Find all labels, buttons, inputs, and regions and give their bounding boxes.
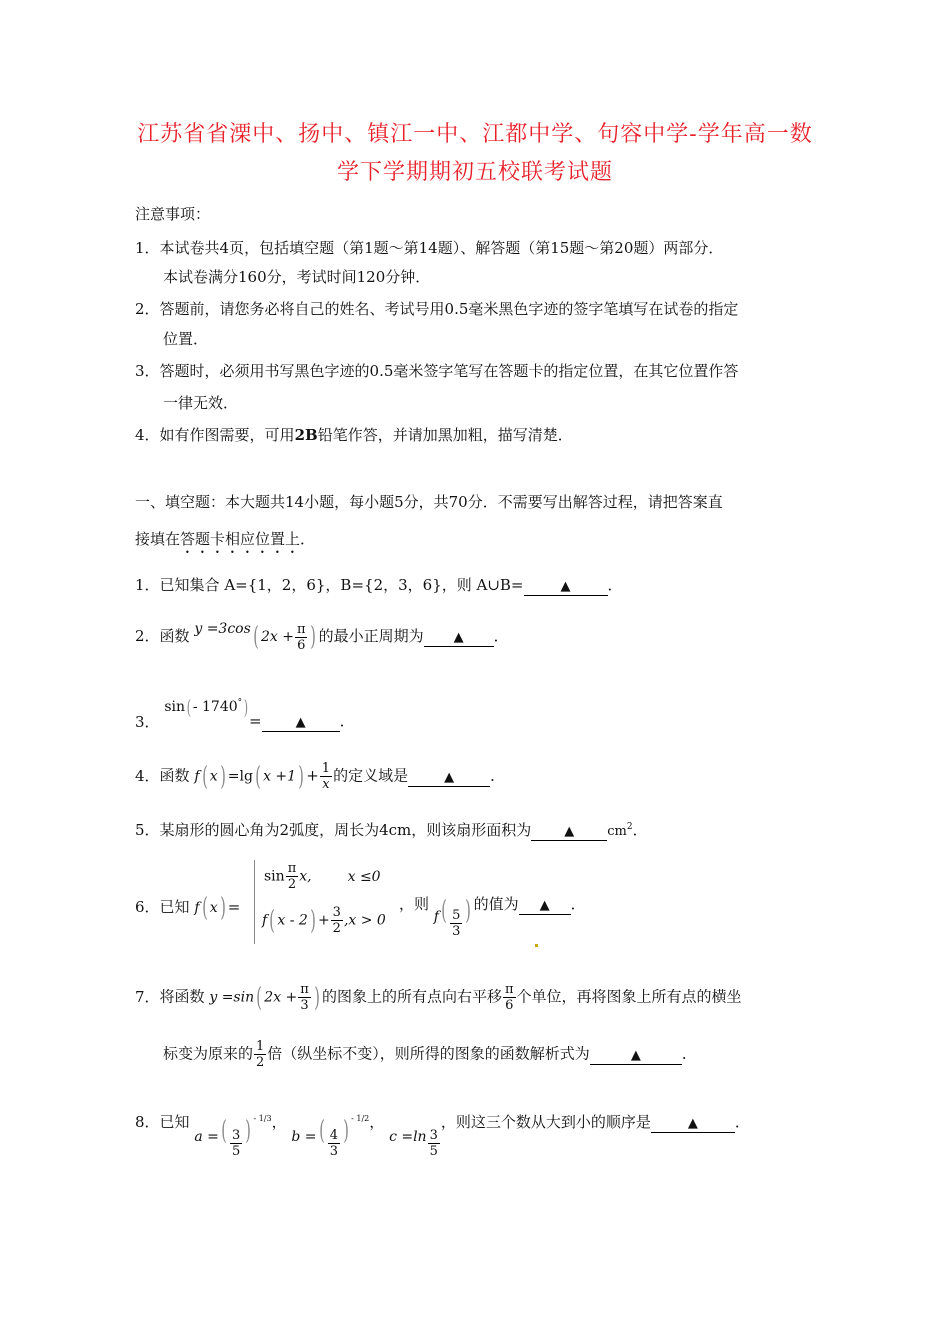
notes-heading: 注意事项： [135, 205, 211, 223]
math-expr: = [227, 898, 241, 916]
question-text: ，则 [399, 895, 430, 913]
fraction: $\frac{3}{2}$ [332, 905, 341, 936]
punct: ． [734, 1113, 750, 1131]
note-1-cont: 本试卷满分160分，考试时间120分钟． [163, 268, 431, 286]
question-number: 3． [135, 713, 160, 731]
math-expr: x - 2 [277, 912, 308, 929]
note-3-cont: 一律无效． [163, 394, 239, 412]
question-text: 将函数 [159, 987, 205, 1006]
math-expr: 2x + [260, 629, 294, 645]
question-number: 5． [135, 821, 160, 839]
question-text: 的图象上的所有点向右平移 [321, 987, 502, 1006]
note-3 [135, 362, 738, 380]
unit: cm [607, 824, 627, 839]
answer-blank[interactable]: ▲ [519, 898, 571, 915]
question-1 [135, 576, 623, 596]
left-paren: ( [253, 622, 259, 652]
superscript: 2 [626, 822, 633, 832]
question-text: 函数 [159, 627, 190, 645]
math-expr: 2x + [264, 989, 298, 1006]
question-text: 函数 [159, 766, 190, 785]
note-4 [135, 426, 573, 444]
math-expr: x [209, 768, 218, 785]
note-text: 如有作图需要，可用 [159, 426, 295, 444]
exponent: - 1/2 [351, 1114, 370, 1123]
right-paren: ) [310, 622, 317, 652]
punct: ， [369, 1113, 385, 1131]
fraction: $\frac{\pi}{6}$ [296, 621, 306, 653]
question-number: 2． [135, 627, 160, 645]
question-6 [135, 895, 240, 921]
note-number: 3． [135, 362, 160, 380]
section-heading: 一、填空题：本大题共14小题，每小题5分，共70分．不需要写出解答过程，请把答案直 [135, 493, 723, 511]
question-3-answer [249, 712, 355, 732]
right-paren: ) [243, 695, 249, 719]
question-number: 7． [135, 987, 160, 1006]
right-paren: ) [219, 761, 226, 792]
math-expr: x +1 [263, 768, 297, 785]
fraction: $\frac{4}{3}$ [329, 1128, 338, 1159]
fraction: $\frac{\pi}{6}$ [504, 982, 514, 1013]
fraction: $\frac{\pi}{3}$ [300, 982, 309, 1013]
punct: ， [271, 1113, 287, 1131]
left-paren: ( [255, 761, 261, 792]
question-2 [135, 621, 509, 652]
punct: ． [570, 895, 586, 913]
left-paren: ( [318, 1116, 325, 1146]
fraction: $\frac{5}{3}$ [452, 908, 461, 939]
note-text: 答题时，必须用书写黑色字迹的0.5毫米签字笔写在答题卡的指定位置，在其它位置作答 [159, 362, 739, 380]
fraction: $\frac{3}{5}$ [232, 1128, 241, 1159]
question-7-cont [163, 1040, 697, 1069]
math-expr: f [262, 912, 268, 929]
math-expr: f [194, 768, 200, 785]
answer-blank[interactable]: ▲ [590, 1048, 682, 1065]
degree: ° [237, 698, 243, 708]
note-1 [135, 239, 723, 257]
answer-blank[interactable]: ▲ [531, 824, 607, 841]
left-paren: ( [256, 982, 262, 1013]
math-expr: f [194, 900, 200, 916]
question-8 [135, 1113, 750, 1158]
math-expr: sin [164, 699, 186, 715]
section-text: 接填在 [135, 530, 181, 548]
question-text: 的定义域是 [333, 766, 409, 785]
answer-blank[interactable]: ▲ [408, 770, 490, 787]
right-paren: ) [310, 905, 316, 936]
answer-blank[interactable]: ▲ [524, 579, 608, 596]
question-number: 1． [135, 576, 160, 594]
piece-1 [264, 862, 381, 891]
question-number: 4． [135, 766, 160, 785]
math-expr: =lg [227, 768, 253, 785]
question-text: 的值为 [473, 895, 519, 913]
exam-title-line-1: 江苏省省溧中、扬中、镇江一中、江都中学、句容中学-学年高一数 [137, 122, 813, 147]
question-text: 个单位，再将图象上所有点的横坐 [516, 987, 742, 1006]
left-paren: ( [201, 761, 208, 792]
punct: ． [607, 576, 623, 594]
fraction: $\frac{1}{2}$ [256, 1039, 265, 1070]
math-expr: y =sin [209, 989, 255, 1006]
math-expr: f [433, 909, 439, 925]
math-expr: + [306, 766, 319, 785]
question-4 [135, 762, 505, 791]
question-5 [135, 821, 648, 841]
question-text: 已知集合 A={1，2，6}，B={2，3，6}，则 A∪B= [159, 576, 524, 594]
left-paren: ( [269, 905, 276, 936]
section-text: ． [300, 530, 316, 548]
emphasis-text: 答题卡相应位置上 [180, 530, 301, 548]
punct: ． [490, 766, 506, 785]
math-expr: + [317, 912, 330, 929]
question-text: 已知 [159, 1113, 190, 1131]
right-paren: ) [343, 1116, 349, 1146]
equals: = [249, 712, 262, 730]
piecewise-brace [254, 860, 255, 944]
exam-title-line-2: 学下学期期初五校联考试题 [336, 160, 613, 185]
question-3 [135, 697, 250, 731]
answer-blank[interactable]: ▲ [262, 715, 340, 732]
note-2 [135, 300, 738, 318]
punct: ． [681, 1044, 697, 1063]
question-text: 已知 [159, 898, 190, 916]
fraction: $\frac{3}{5}$ [429, 1128, 438, 1159]
question-7 [135, 983, 742, 1012]
answer-blank[interactable]: ▲ [424, 630, 494, 647]
section-heading-cont [135, 530, 315, 557]
question-text: 标变为原来的 [163, 1044, 254, 1063]
answer-blank[interactable]: ▲ [651, 1116, 735, 1133]
right-paren: ) [298, 761, 304, 792]
piece-2 [262, 906, 386, 935]
question-text: 某扇形的圆心角为2弧度，周长为4cm，则该扇形面积为 [159, 821, 532, 839]
question-number: 6． [135, 898, 160, 916]
note-text: 答题前，请您务必将自己的姓名、考试号用0.5毫米黑色字迹的签字笔填写在试卷的指定 [159, 300, 739, 318]
question-text: ，则这三个数从大到小的顺序是 [440, 1113, 651, 1131]
note-number: 4． [135, 426, 160, 444]
left-paren: ( [441, 896, 447, 926]
right-paren: ) [219, 893, 226, 923]
exponent: - 1/3 [253, 1114, 272, 1123]
note-text: 本试卷共4页，包括填空题（第1题～第14题）、解答题（第15题～第20题）两部分． [159, 239, 724, 257]
condition: ,x > 0 [343, 912, 386, 929]
math-expr: x, [299, 868, 312, 885]
pencil-grade: 2B [294, 426, 318, 444]
math-expr: c =ln [389, 1129, 427, 1145]
left-paren: ( [221, 1116, 227, 1146]
math-expr: sin [264, 868, 285, 885]
question-6-tail [399, 895, 586, 938]
math-expr: - 1740 [192, 699, 238, 715]
fraction: $\frac{\pi}{2}$ [287, 861, 297, 892]
note-number: 2． [135, 300, 160, 318]
note-text: 铅笔作答，并请加黑加粗，描写清楚． [317, 426, 573, 444]
question-text: 倍（纵坐标不变），则所得的图象的函数解析式为 [267, 1044, 590, 1063]
fraction: $\frac{1}{x}$ [321, 761, 331, 792]
condition: x ≤0 [347, 868, 381, 885]
right-paren: ) [314, 982, 320, 1013]
punct: ． [493, 627, 509, 645]
math-expr: x [209, 900, 218, 916]
punct: ． [339, 712, 355, 730]
punct: ． [632, 821, 648, 839]
question-number: 8． [135, 1113, 160, 1131]
note-number: 1． [135, 239, 160, 257]
math-expr: a = [194, 1129, 219, 1145]
math-expr: b = [291, 1129, 317, 1145]
left-paren: ( [201, 893, 208, 923]
left-paren: ( [186, 695, 192, 719]
note-2-cont: 位置． [163, 330, 209, 348]
stray-dot [535, 944, 538, 947]
right-paren: ) [245, 1116, 252, 1146]
question-text: 的最小正周期为 [318, 627, 424, 645]
right-paren: ) [465, 896, 472, 926]
math-expr: y =3cos [194, 621, 251, 637]
